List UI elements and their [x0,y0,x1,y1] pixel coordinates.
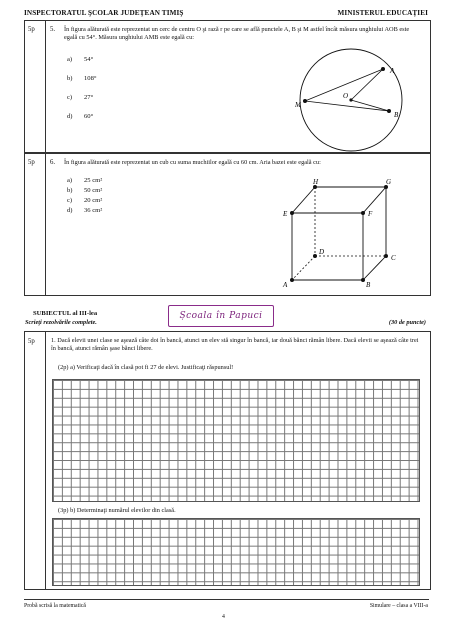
problem-6-option-b: b) 50 cm² [67,187,103,194]
answer-grid-a[interactable] [52,379,420,502]
segment-OA [351,69,383,100]
section-points: (30 de puncte) [388,319,426,326]
footer-rule [24,599,429,600]
problem-1-text: 1. Dacă elevii unei clase se aşează câte doi în bancă, atunci un elev stă singur în bancă, iar două bănci rămân libere. Dacă elevii se aşează câte trei în bancă, atunci rămân şase bănci libere. [51,337,419,353]
label-G: G [386,178,392,186]
edge-FG [363,187,386,213]
header-right: MINISTERUL EDUCAŢIEI [337,9,428,17]
point-A [290,278,294,282]
answer-grid-b[interactable] [52,518,420,586]
segment-MB [305,101,389,111]
problem-6-text: În figura alăturată este reprezentat un cub cu suma muchiilor egală cu 60 cm. Aria bazei este egală cu: [64,159,321,166]
point-B [361,278,365,282]
point-B [387,109,391,113]
label-A: A [283,281,288,289]
edge-EH [292,187,315,213]
points-column-divider [45,20,46,152]
problem-1-points: 5p [28,338,35,345]
point-D [313,254,317,258]
problem-5-option-c: c) 27° [67,94,94,101]
problem-6-option-c: c) 20 cm² [67,197,103,204]
problem-5-number: 5. [50,26,56,33]
edge-DA [292,256,315,280]
section-subtitle: Scrieţi rezolvările complete. [25,319,97,326]
point-F [361,211,365,215]
problem-6-option-d: d) 36 cm² [67,207,103,214]
point-A [381,67,385,71]
problem-1-part-b: (3p) b) Determinaţi numărul elevilor din clasă. [58,507,176,514]
label-B: B [394,111,399,119]
school-stamp-logo: Școala în Papuci [168,305,274,327]
cube-figure [280,176,410,292]
problem-5-option-a: a) 54° [67,56,94,63]
points-column-divider-2 [45,153,46,295]
label-D: D [319,248,325,256]
label-H: H [313,178,319,186]
circle-figure [290,48,420,152]
segment-OB [351,100,389,111]
problem-1-part-a: (2p) a) Verificaţi dacă în clasă pot fi 27 de elevi. Justificaţi răspunsul! [58,364,234,371]
problem-5-option-d: d) 60° [67,113,94,120]
edge-BC [363,256,386,280]
point-C [384,254,388,258]
label-O: O [343,92,349,100]
label-C: C [391,254,396,262]
point-O [349,98,352,101]
label-A: A [390,67,395,75]
footer-right: Simulare – clasa a VIII-a [369,603,428,609]
problem-6-number: 6. [50,159,56,166]
section-title: SUBIECTUL al III-lea [33,310,98,317]
problem-5-option-b: b) 108° [67,75,97,82]
label-M: M [295,101,301,109]
problem-5-text: În figura alăturată este reprezentat un cerc de centru O şi rază r pe care se află punctele A, B şi M astfel încât măsura unghiului AOB este egală cu 54°. Măsura unghiului AMB este egală cu: [64,26,410,42]
label-F: F [368,210,373,218]
point-M [303,99,307,103]
problem-6-points: 5p [28,159,35,166]
label-B: B [366,281,371,289]
footer-left: Probă scrisă la matematică [24,603,86,609]
points-column-divider-3 [45,331,46,589]
point-E [290,211,294,215]
problem-6-option-a: a) 25 cm² [67,177,103,184]
header-left: INSPECTORATUL ŞCOLAR JUDEŢEAN TIMIŞ [24,9,184,17]
label-E: E [283,210,288,218]
page-number: 4 [222,614,225,620]
problem-5-points: 5p [28,26,35,33]
